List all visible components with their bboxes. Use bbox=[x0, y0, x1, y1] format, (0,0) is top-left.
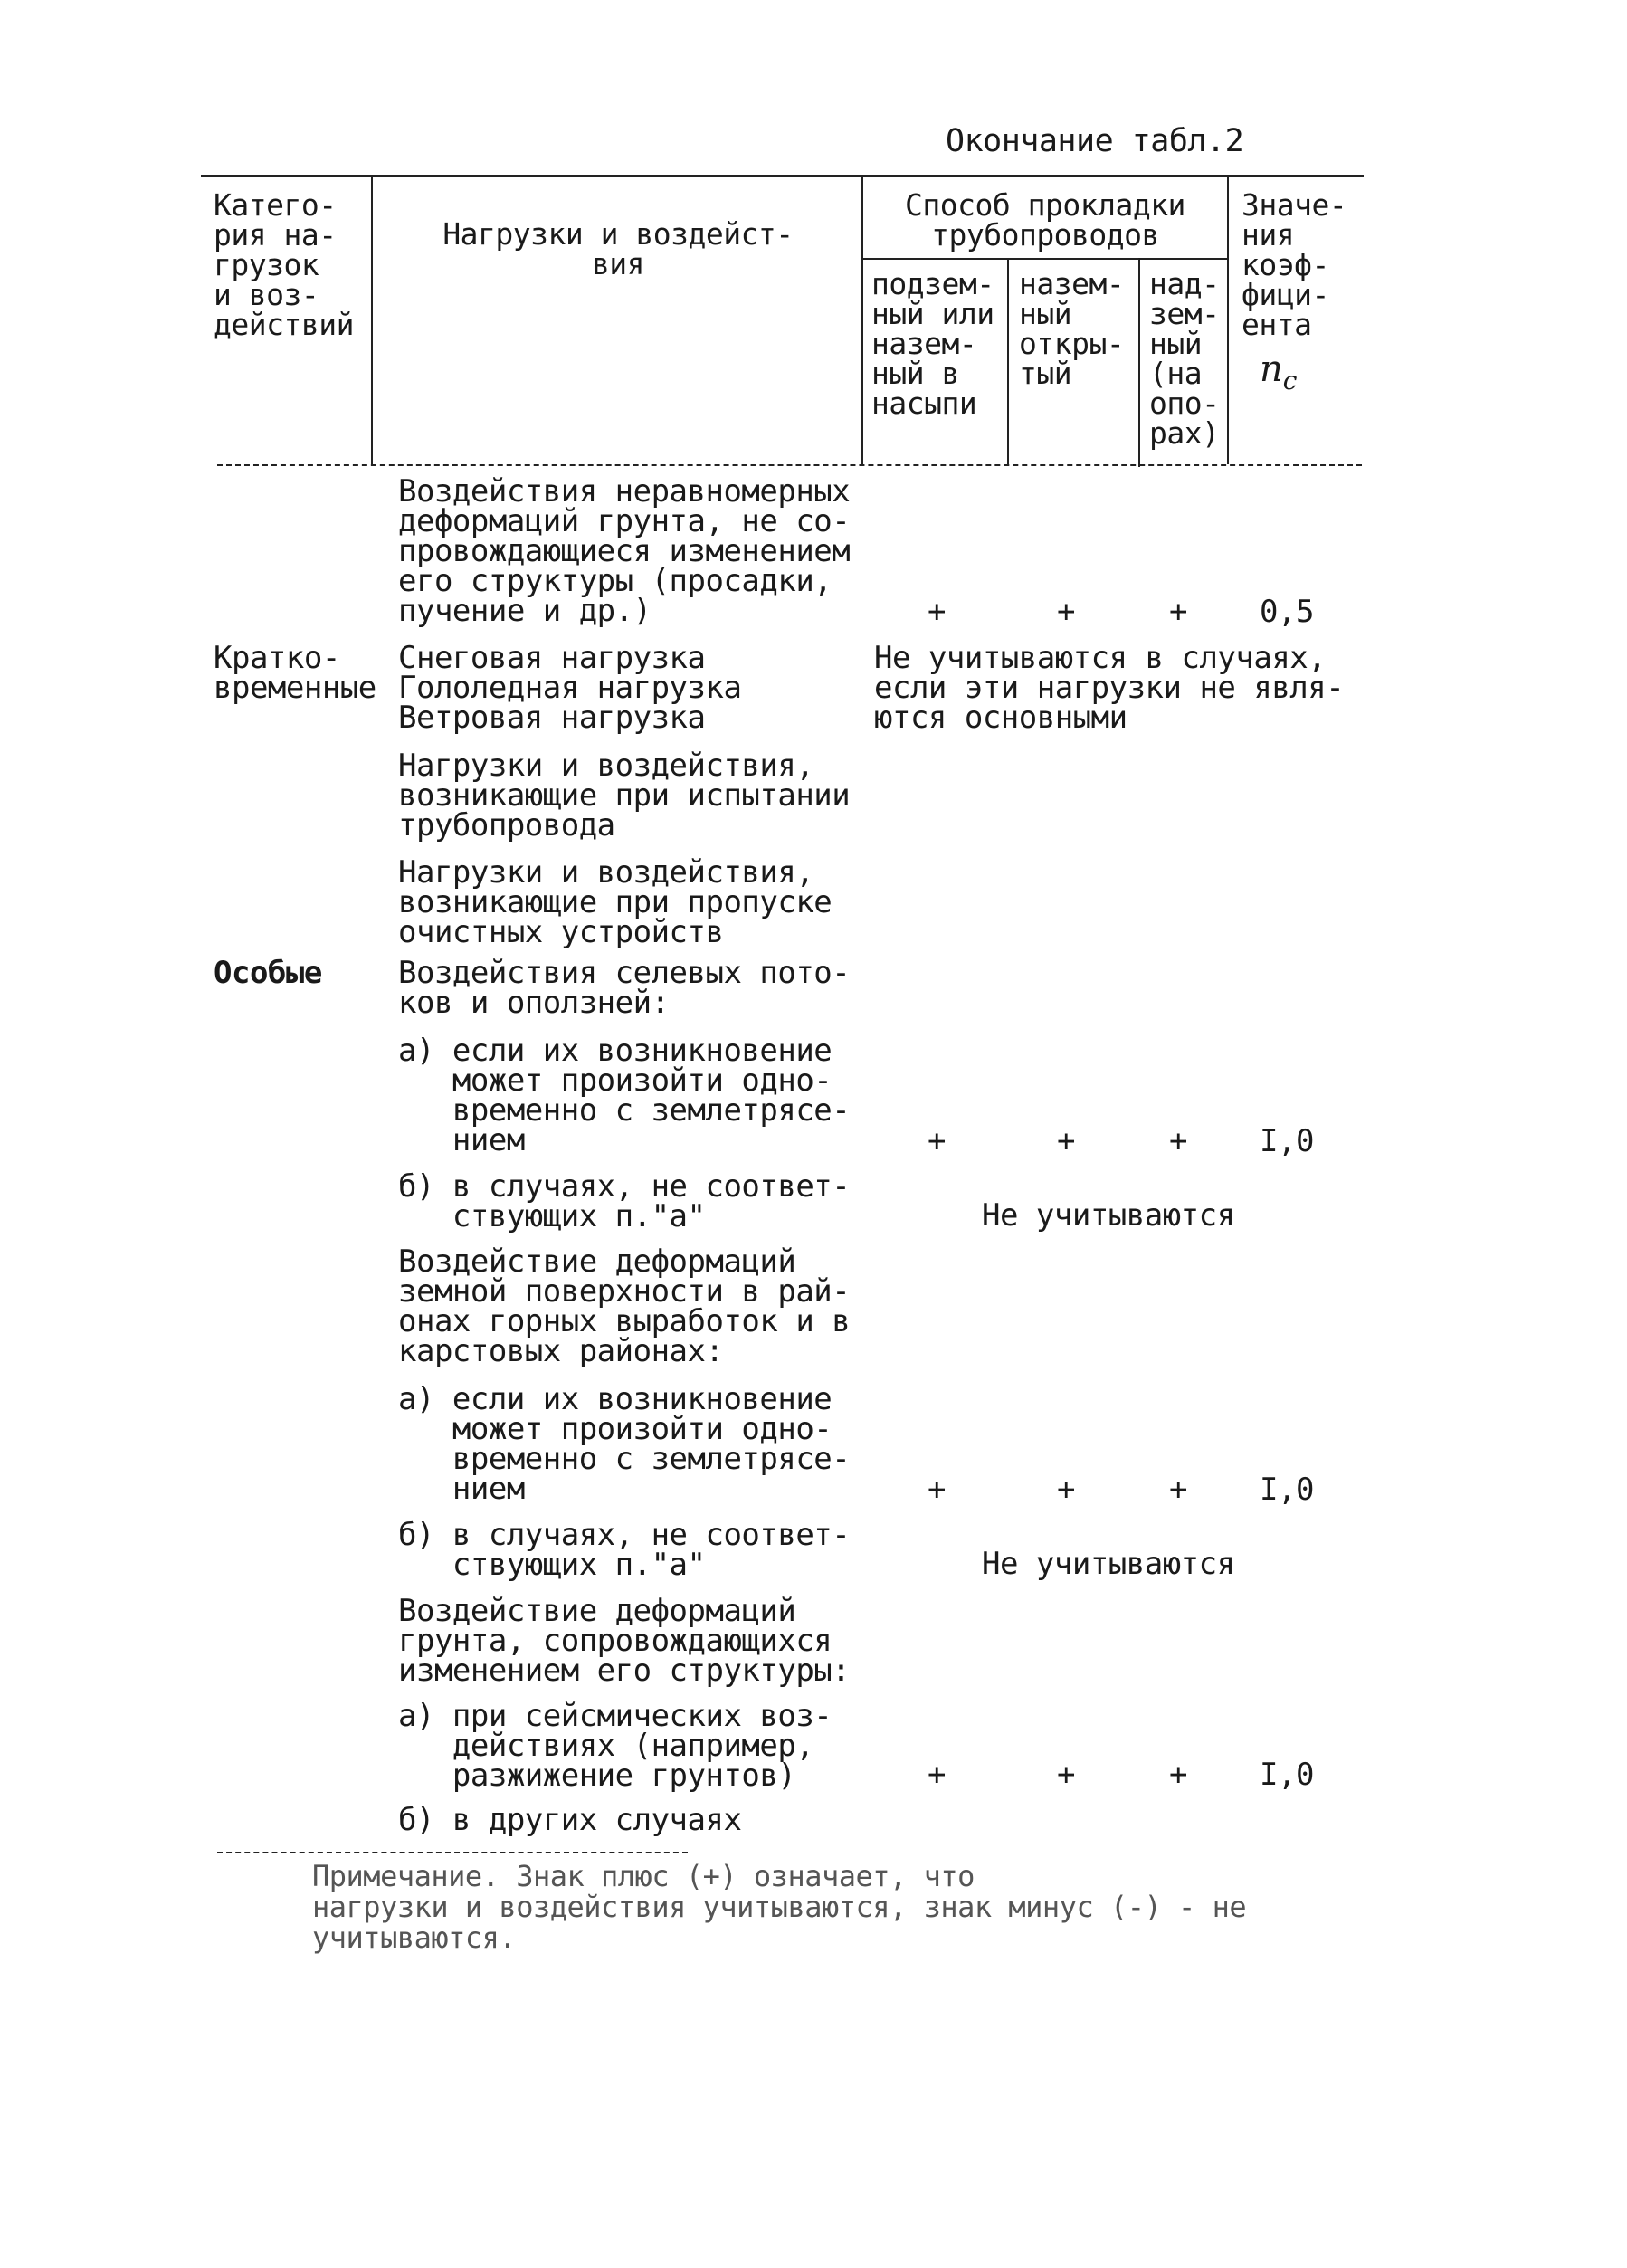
header-coefficient: Значе- ния коэф- фици- ента bbox=[1242, 187, 1347, 342]
row-mining-a-m3: + bbox=[1169, 1472, 1187, 1508]
row-mudflow-a-coef: I,0 bbox=[1260, 1123, 1314, 1159]
header-category: Катего- рия на- грузок и воз- действий bbox=[214, 187, 354, 342]
row-structure-a-m2: + bbox=[1057, 1757, 1075, 1793]
row-uneven-deformation-m1: + bbox=[928, 594, 946, 630]
row-structure-a-m1: + bbox=[928, 1757, 946, 1793]
row-mining-b-load: б) в случаях, не соответ- ствующих п."а" bbox=[398, 1517, 851, 1583]
footnote-rule bbox=[217, 1852, 688, 1853]
header-sub-underground: подзем- ный или назем- ный в насыпи bbox=[871, 266, 994, 421]
row-uneven-deformation-coef: 0,5 bbox=[1260, 594, 1314, 630]
header-divider-4 bbox=[1138, 258, 1140, 467]
header-divider-2 bbox=[861, 175, 863, 464]
table-caption: Окончание табл.2 bbox=[946, 123, 1244, 159]
row-structure-a-m3: + bbox=[1169, 1757, 1187, 1793]
header-divider-3 bbox=[1007, 258, 1009, 464]
header-loads: Нагрузки и воздейст- вия bbox=[442, 216, 794, 281]
coefficient-n: n bbox=[1260, 348, 1283, 390]
header-divider-1 bbox=[371, 175, 373, 464]
header-bottom-rule bbox=[217, 464, 1362, 466]
row-mining-a-coef: I,0 bbox=[1260, 1472, 1314, 1508]
row-structure-a-load: а) при сейсмических воз- действиях (например, разжижение грунтов) bbox=[398, 1698, 833, 1794]
row-mudflow-load: Воздействия селевых пото- ков и оползней: bbox=[398, 955, 851, 1021]
header-method: Способ прокладки трубопроводов bbox=[905, 187, 1185, 253]
row-structure-load: Воздействие деформаций грунта, сопровождающихся изменением его структуры: bbox=[398, 1593, 851, 1689]
row-mudflow-b-note: Не учитываются bbox=[982, 1197, 1235, 1234]
coefficient-symbol bbox=[1260, 348, 1297, 395]
category-short-term: Кратко- временные bbox=[214, 640, 376, 706]
row-test-load: Нагрузки и воздействия, возникающие при испытании трубопровода bbox=[398, 748, 851, 843]
row-short-term-loads: Снеговая нагрузка Гололедная нагрузка Ветровая нагрузка bbox=[398, 640, 742, 736]
row-mudflow-b-load: б) в случаях, не соответ- ствующих п."а" bbox=[398, 1168, 851, 1234]
header-sub-above: над- зем- ный (на опо- рах) bbox=[1149, 266, 1220, 451]
header-top-rule bbox=[201, 175, 1364, 177]
row-mining-a-m1: + bbox=[928, 1472, 946, 1508]
header-sub-ground-open: назем- ный откры- тый bbox=[1019, 266, 1125, 391]
row-structure-b-load: б) в других случаях bbox=[398, 1802, 742, 1838]
row-mining-b-note: Не учитываются bbox=[982, 1546, 1235, 1582]
row-uneven-deformation-load: Воздействия неравномерных деформаций грунта, не со- провождающиеся изменением его структуры (просадки, пучение и др.) bbox=[398, 473, 851, 629]
footnote: Примечание. Знак плюс (+) означает, что нагрузки и воздействия учитываются, знак минус (-) - не учитываются. bbox=[312, 1859, 1247, 1955]
row-mudflow-a-m3: + bbox=[1169, 1123, 1187, 1159]
row-pig-load: Нагрузки и воздействия, возникающие при пропуске очистных устройств bbox=[398, 854, 833, 950]
row-mudflow-a-m2: + bbox=[1057, 1123, 1075, 1159]
row-uneven-deformation-m3: + bbox=[1169, 594, 1187, 630]
method-sub-rule bbox=[861, 258, 1227, 260]
category-special: Особые bbox=[214, 955, 322, 991]
row-uneven-deformation-m2: + bbox=[1057, 594, 1075, 630]
row-mining-a-load: а) если их возникновение может произойти одно- временно с землетрясе- нием bbox=[398, 1381, 851, 1507]
row-short-term-note: Не учитываются в случаях, если эти нагрузки не явля- ются основными bbox=[874, 640, 1345, 736]
row-mining-a-m2: + bbox=[1057, 1472, 1075, 1508]
row-mudflow-a-load: а) если их возникновение может произойти одно- временно с землетрясе- нием bbox=[398, 1033, 851, 1158]
coefficient-subscript: c bbox=[1282, 366, 1298, 395]
row-mudflow-a-m1: + bbox=[928, 1123, 946, 1159]
row-mining-load: Воздействие деформаций земной поверхности в рай- онах горных выработок и в карстовых районах: bbox=[398, 1244, 851, 1369]
row-structure-a-coef: I,0 bbox=[1260, 1757, 1314, 1793]
header-divider-5 bbox=[1227, 175, 1229, 464]
